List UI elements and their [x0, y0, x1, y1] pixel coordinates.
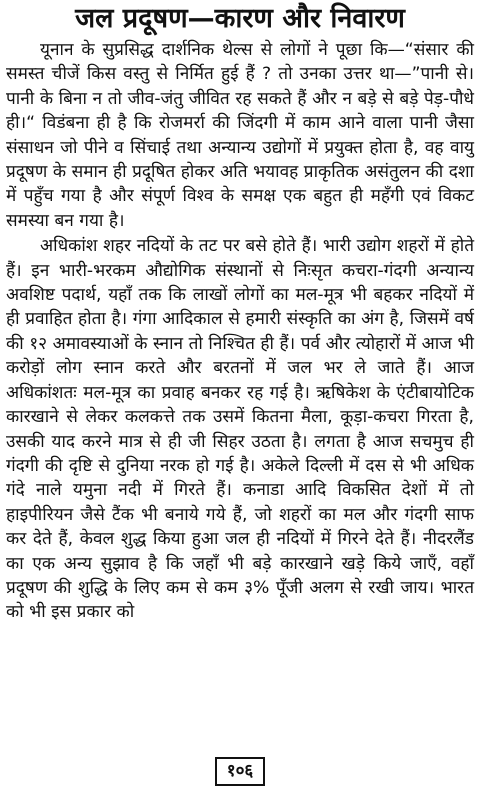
page-title: जल प्रदूषण—कारण और निवारण: [75, 3, 405, 34]
paragraph-2: अधिकांश शहर नदियों के तट पर बसे होते हैं। भारी उद्योग शहरों में होते हैं। इन भारी-भरकम औद्योगिक संस्थानों से निःसृत कचरा-गंदगी अन्यान्य अवशिष्ट पदार्थ, यहाँ तक कि लाखों लोगों का मल-मूत्र भी बहकर नदियों में ही प्रवाहित होता है। गंगा आदिकाल से हमारी संस्कृति का अंग है, जिसमें वर्ष की १२ अमावस्याओं के स्नान तो निश्चित ही हैं। पर्व और त्योहारों में आज भी करोड़ों लोग स्नान करते और बरतनों में जल भर ले जाते हैं। आज अधिकांशतः मल-मूत्र का प्रवाह बनकर रह गई है। ऋषिकेश के एंटीबायोटिक कारखाने से लेकर कलकत्ते तक उसमें कितना मैला, कूड़ा-कचरा गिरता है, उसकी याद करने मात्र से ही जी सिहर उठता है। लगता है आज सचमुच ही गंदगी की दृष्टि से दुनिया नरक हो गई है। अकेले दिल्ली में दस से भी अधिक गंदे नाले यमुना नदी में गिरते हैं। कनाडा आदि विकसित देशों में तो हाइपीरियन जैसे टैंक भी बनाये गये हैं, जो शहरों का मल और गंदगी साफ कर देते हैं, केवल शुद्ध किया हुआ जल ही नदियों में गिरने देते हैं। नीदरलैंड का एक अन्य सुझाव है कि जहाँ भी बड़े कारखाने खड़े किये जाएँ, वहाँ प्रदूषण की शुद्धि के लिए कम से कम ३% पूँजी अलग से रखी जाय। भारत को भी इस प्रकार को: [6, 236, 474, 623]
page-footer: [0, 757, 480, 786]
document-page: [6, 2, 474, 625]
page-number: १०६: [215, 757, 266, 786]
paragraph-1: यूनान के सुप्रसिद्ध दार्शनिक थेल्स से लोगों ने पूछा कि—“संसार की समस्त चीजें किस वस्तु से निर्मित हुई हैं ? तो उनका उत्तर था—”पानी से। पानी के बिना न तो जीव-जंतु जीवित रह सकते हैं और न बड़े से बड़े पेड़-पौधे ही।“ विडंबना ही है कि रोजमर्रा की जिंदगी में काम आने वाला पानी जैसा संसाधन जो पीने व सिंचाई तथा अन्यान्य उद्योगों में प्रयुक्त होता है, वह वायु प्रदूषण के समान ही प्रदूषित होकर अति भयावह प्राकृतिक असंतुलन की दशा में पहुँच गया है और संपूर्ण विश्व के समक्ष एक बहुत ही महँगी एवं विकट समस्या बन गया है।: [6, 40, 474, 231]
